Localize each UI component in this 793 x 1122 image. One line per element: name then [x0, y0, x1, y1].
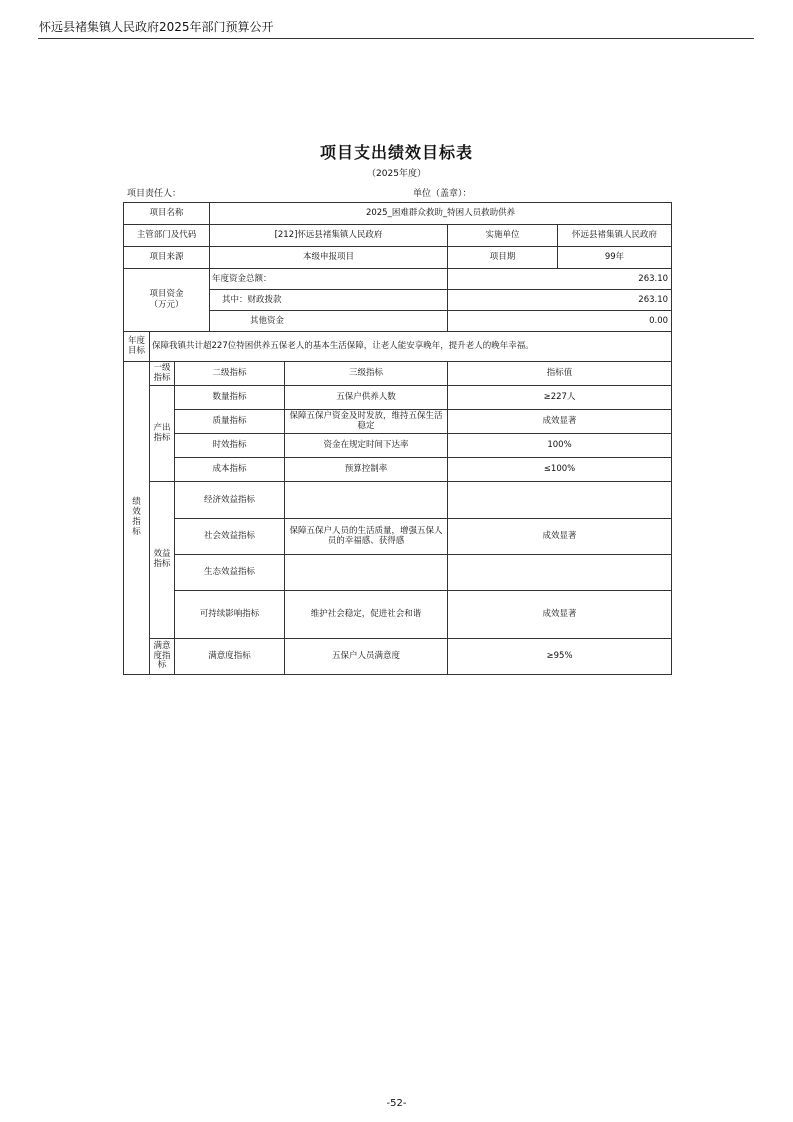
value-cell: 100%: [448, 434, 672, 458]
project-name-label: 项目名称: [124, 203, 210, 225]
level2-cell: 时效指标: [175, 434, 285, 458]
level3-cell: 预算控制率: [285, 458, 448, 482]
fiscal-funds-value: 263.10: [448, 290, 672, 311]
level2-cell: 经济效益指标: [175, 482, 285, 519]
level2-header: 二级指标: [175, 362, 285, 386]
funds-label: [124, 269, 210, 332]
value-cell: 成效显著: [448, 591, 672, 639]
benefit-indicator-label: 效益指标: [150, 482, 175, 639]
output-indicator-label: 产出指标: [150, 386, 175, 482]
table-row: [124, 639, 672, 675]
table-row: [124, 386, 672, 410]
level3-cell: 资金在规定时间下达率: [285, 434, 448, 458]
table-row: [124, 519, 672, 555]
table-row: [124, 203, 672, 225]
level3-cell: 维护社会稳定，促进社会和谐: [285, 591, 448, 639]
level2-cell: 可持续影响指标: [175, 591, 285, 639]
satisfaction-indicator-label: 满意度指标: [150, 639, 175, 675]
fiscal-funds-label: 其中：财政拨款: [210, 290, 448, 311]
level2-cell: 生态效益指标: [175, 555, 285, 591]
funds-label-line1: 项目资金: [149, 289, 184, 300]
total-funds-label: 年度资金总额：: [210, 269, 448, 290]
header-divider: [38, 38, 754, 39]
table-row: [124, 362, 672, 386]
level2-cell: 质量指标: [175, 410, 285, 434]
level2-cell: 成本指标: [175, 458, 285, 482]
period-label: 项目期: [448, 247, 558, 269]
dept-value: [212]怀远县褚集镇人民政府: [210, 225, 448, 247]
value-cell: [448, 482, 672, 519]
unit-stamp-label: 单位（盖章）：: [413, 189, 472, 199]
table-row: [124, 332, 672, 362]
value-cell: ≤100%: [448, 458, 672, 482]
level3-cell: [285, 482, 448, 519]
value-cell: 成效显著: [448, 410, 672, 434]
source-label: 项目来源: [124, 247, 210, 269]
funds-label-line2: （万元）: [149, 300, 184, 310]
level2-cell: 满意度指标: [175, 639, 285, 675]
value-cell: [448, 555, 672, 591]
table-row: [124, 410, 672, 434]
other-funds-value: 0.00: [448, 311, 672, 332]
header-title: 怀远县褚集镇人民政府2025年部门预算公开: [39, 20, 274, 34]
level3-cell: 保障五保户资金及时发放，维持五保生活稳定: [285, 410, 448, 434]
dept-label: 主管部门及代码: [124, 225, 210, 247]
project-name-value: 2025_困难群众救助_特困人员救助供养: [210, 203, 672, 225]
performance-indicator-label: 绩效指标: [124, 362, 150, 675]
page-number: -52-: [386, 1098, 407, 1109]
table-row: [124, 555, 672, 591]
annual-goal-label: 年度目标: [124, 332, 150, 362]
annual-goal-value: 保障我镇共计超227位特困供养五保老人的基本生活保障，让老人能安享晚年，提升老人的晚年幸福。: [150, 332, 672, 362]
table-row: [124, 225, 672, 247]
value-cell: ≥95%: [448, 639, 672, 675]
period-value: 99年: [558, 247, 672, 269]
level3-cell: 五保户供养人数: [285, 386, 448, 410]
value-header: 指标值: [448, 362, 672, 386]
source-value: 本级申报项目: [210, 247, 448, 269]
level3-cell: 五保户人员满意度: [285, 639, 448, 675]
level3-header: 三级指标: [285, 362, 448, 386]
table-row: [124, 247, 672, 269]
responsible-label: 项目责任人：: [127, 189, 182, 199]
table-row: [124, 591, 672, 639]
exec-unit-value: 怀远县褚集镇人民政府: [558, 225, 672, 247]
level3-cell: 保障五保户人员的生活质量，增强五保人员的幸福感、获得感: [285, 519, 448, 555]
value-cell: ≥227人: [448, 386, 672, 410]
document-year: （2025年度）: [367, 169, 426, 179]
level2-cell: 社会效益指标: [175, 519, 285, 555]
table-row: [124, 458, 672, 482]
performance-table: [123, 202, 672, 675]
level3-cell: [285, 555, 448, 591]
table-row: [124, 269, 672, 290]
level1-header: 一级指标: [150, 362, 175, 386]
exec-unit-label: 实施单位: [448, 225, 558, 247]
table-row: [124, 482, 672, 519]
table-row: [124, 434, 672, 458]
value-cell: 成效显著: [448, 519, 672, 555]
total-funds-value: 263.10: [448, 269, 672, 290]
level2-cell: 数量指标: [175, 386, 285, 410]
other-funds-label: 其他资金: [210, 311, 448, 332]
document-title: 项目支出绩效目标表: [319, 143, 473, 162]
